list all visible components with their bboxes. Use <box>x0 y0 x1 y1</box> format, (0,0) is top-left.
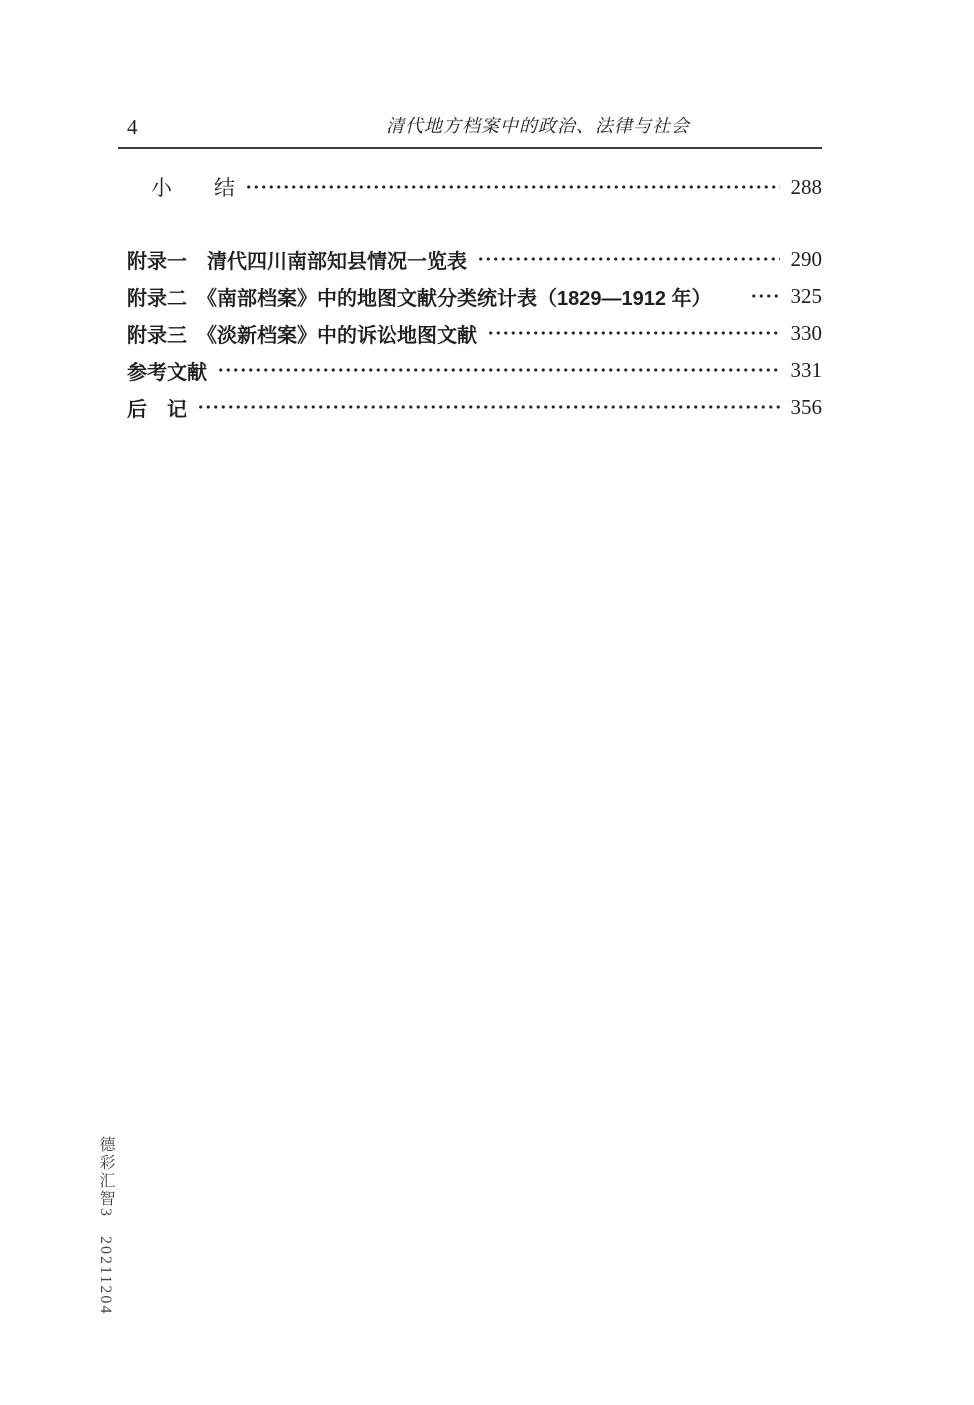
header-rule <box>118 147 822 149</box>
toc-entry-page: 331 <box>790 357 822 382</box>
toc-entry-label: 附录三 《淡新档案》中的诉讼地图文献 <box>127 324 477 347</box>
printer-mark: 德彩汇智3 20211204 <box>97 1136 114 1316</box>
dot-leader <box>217 365 780 375</box>
dot-leader <box>750 291 780 301</box>
toc-list <box>127 175 822 432</box>
toc-row <box>127 247 822 271</box>
toc-row <box>127 395 822 419</box>
toc-row <box>127 284 822 308</box>
toc-entry-label: 附录一 清代四川南部知县情况一览表 <box>127 250 467 273</box>
toc-row <box>127 175 822 199</box>
toc-entry-page: 290 <box>790 246 822 271</box>
toc-row <box>127 321 822 345</box>
toc-entry-label: 后 记 <box>127 398 187 421</box>
toc-entry-label: 参考文献 <box>127 361 207 384</box>
toc-entry-label: 小 结 <box>151 176 235 200</box>
toc-entry-page: 288 <box>790 174 822 199</box>
dot-leader <box>487 328 780 338</box>
dot-leader <box>245 182 780 192</box>
toc-entry-page: 325 <box>790 283 822 308</box>
dot-leader <box>197 402 780 412</box>
folio-page-number: 4 <box>127 115 138 139</box>
toc-entry-page: 356 <box>790 394 822 419</box>
running-title: 清代地方档案中的政治、法律与社会 <box>386 116 690 136</box>
toc-entry-page: 330 <box>790 320 822 345</box>
toc-entry-label: 附录二 《南部档案》中的地图文献分类统计表（1829—1912 年） <box>127 287 712 310</box>
toc-row <box>127 358 822 382</box>
dot-leader <box>477 254 780 264</box>
